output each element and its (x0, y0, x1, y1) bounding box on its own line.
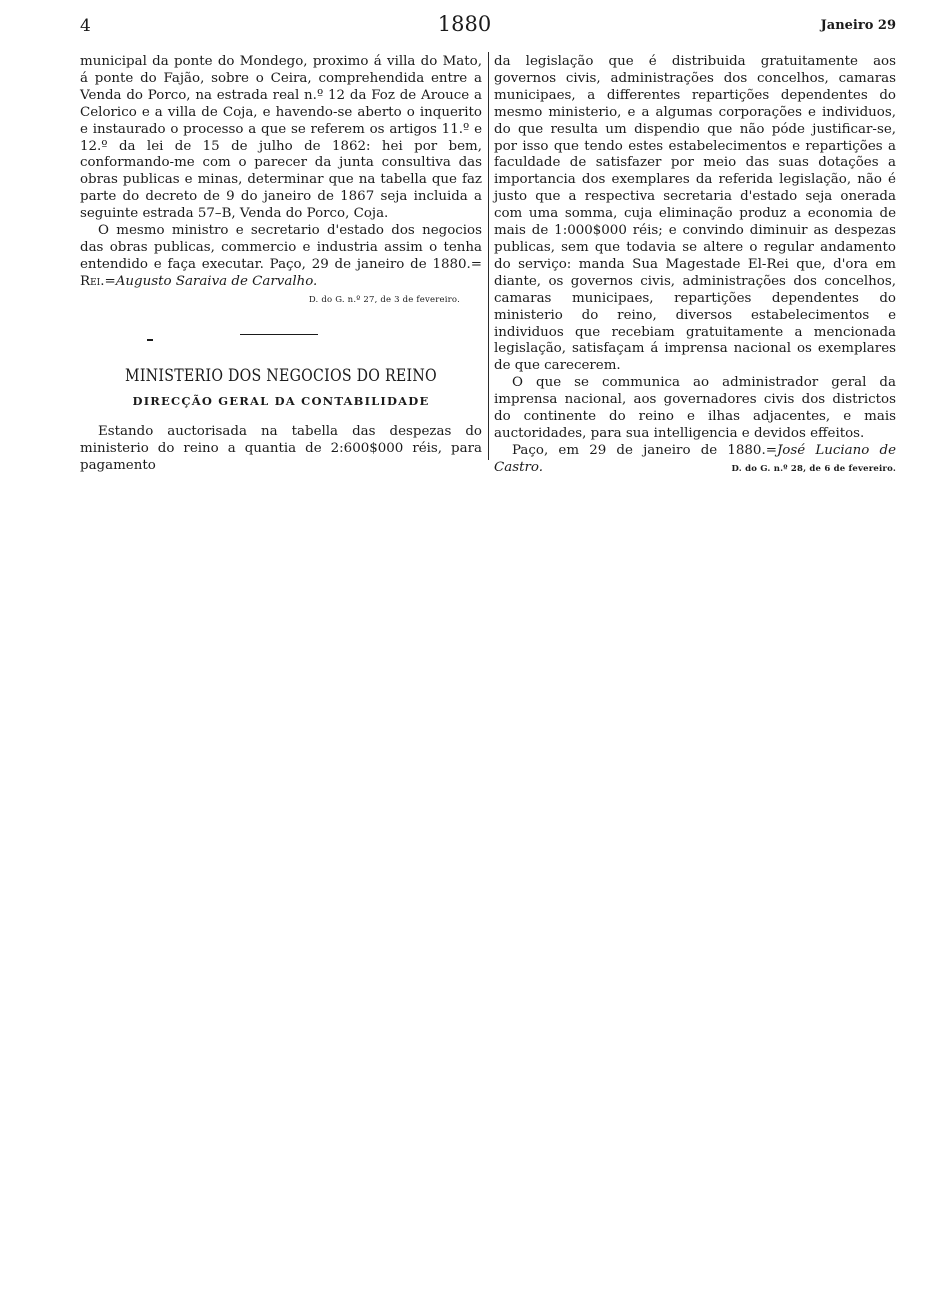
ordinance-continuation-paragraph: da legislação que é distribuida gratuitamente aos governos civis, administrações dos concelhos, camaras municipaes, a differentes repartições dependentes do mesmo ministerio, e a algumas corporações e individuos, do que resulta um dispendio que não póde justificar-se, por isso que tendo estes estabelecimentos e repartições a faculdade de satisfazer por meio das suas dotações a importancia dos exemplares da referida legislação, não é justo que a respectiva secretaria d'estado seja onerada com uma somma, cuja eliminação produz a economia de mais de 1:000$000 réis; e convindo diminuir as despezas publicas, sem que todavia se altere o regular andamento do serviço: manda Sua Magestade El-Rei que, d'ora em diante, os governos civis, administrações dos concelhos, camaras municipaes, repartições dependentes do ministerio do reino, diversos estabelecimentos e individuos que recebiam gratuitamente a mencionada legislação, satisfaçam á imprensa nacional os exemplares de que carecerem. (494, 54, 896, 374)
source-citation: D. do G. n.º 27, de 3 de fevereiro. (308, 294, 460, 305)
ordinance-communication-paragraph: O que se communica ao administrador geral da imprensa nacional, aos governadores civis dos districtos do continente do reino e ilhas adjacentes, e mais auctoridades, para sua intelligencia e devidos effeitos. (494, 375, 896, 441)
decree-closing-text: O mesmo ministro e secretario d'estado dos negocios das obras publicas, commercio e industria assim o tenha entendido e faça executar. Paço, 29 de janeiro de 1880.= (80, 223, 482, 272)
column-divider (488, 52, 489, 460)
section-title: MINISTERIO DOS NEGOCIOS DO REINO (125, 365, 437, 385)
ordinance-closing-text: Paço, em 29 de janeiro de 1880.= (512, 442, 777, 458)
signature-name: Augusto Saraiva de Carvalho. (115, 273, 318, 289)
signature-separator: = (104, 273, 116, 289)
section-separator (80, 306, 482, 356)
ordinance-opening-paragraph: Estando auctorisada na tabella das despezas do ministerio do reino a quantia de 2:600$000 réis, para pagamento (80, 423, 482, 473)
page-header (0, 12, 929, 42)
section-subtitle: DIRECÇÃO GERAL DA CONTABILIDADE (132, 393, 430, 408)
ordinance-source-citation: D. do G. n.º 28, de 6 de fevereiro. (731, 463, 896, 474)
left-column (80, 54, 482, 474)
page-date: Janeiro 29 (820, 18, 896, 33)
decree-continuation-paragraph: municipal da ponte do Mondego, proximo á villa do Mato, á ponte do Fajão, sobre o Ceira, comprehendida entre a Venda do Porco, na estrada real n.º 12 da Foz de Arouce a Celorico e a villa de Coja, e havendo-se aberto o inquerito e instaurado o processo a que se referem os artigos 11.º e 12.º da lei de 15 de julho de 1862: hei por bem, conformando-me com o parecer da junta consultiva das obras publicas e minas, determinar que na tabella que faz parte do decreto de 9 do janeiro de 1867 seja incluida a seguinte estrada 57–B, Venda do Porco, Coja. (80, 54, 482, 222)
right-column (494, 54, 896, 475)
decree-closing-paragraph (80, 223, 482, 291)
separator-dash (147, 339, 153, 341)
separator-rule (240, 334, 318, 335)
page-number: 4 (80, 16, 91, 36)
ordinance-signature-name: José Luciano de Castro. (494, 442, 896, 475)
signature-role: Rei. (80, 273, 105, 289)
page-year: 1880 (437, 12, 492, 36)
